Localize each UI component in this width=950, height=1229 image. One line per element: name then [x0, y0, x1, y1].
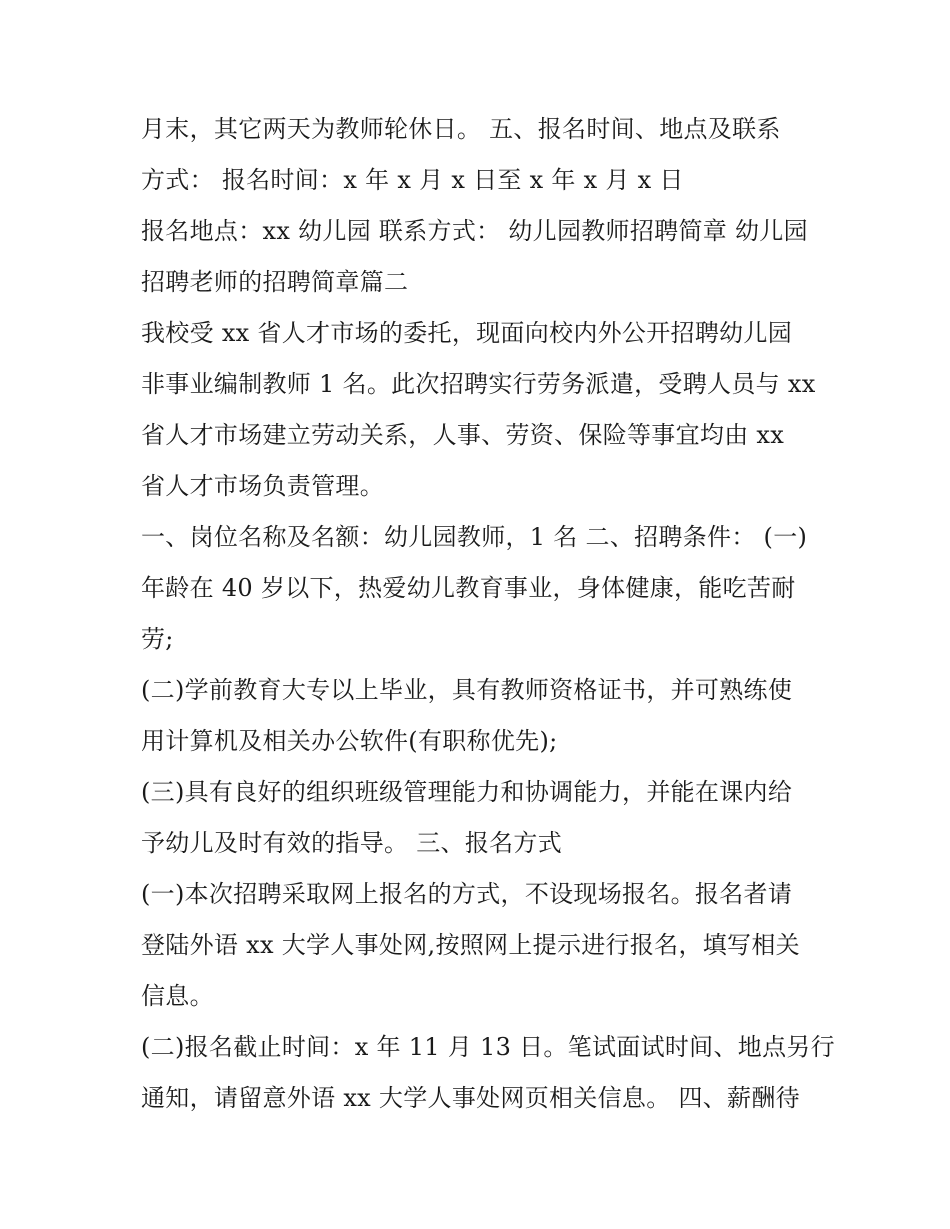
- text-line: 通知，请留意外语 xx 大学人事处网页相关信息。 四、薪酬待: [141, 1084, 800, 1112]
- document-body: [141, 104, 835, 1124]
- text-line: 登陆外语 xx 大学人事处网,按照网上提示进行报名，填写相关: [141, 931, 800, 959]
- text-line: 省人才市场建立劳动关系，人事、劳资、保险等事宜均由 xx: [141, 421, 785, 449]
- text-line: 年龄在 40 岁以下，热爱幼儿教育事业，身体健康，能吃苦耐: [141, 574, 796, 602]
- text-line: 省人才市场负责管理。: [141, 472, 384, 500]
- text-line: (三)具有良好的组织班级管理能力和协调能力，并能在课内给: [141, 778, 793, 806]
- text-line: 报名地点：xx 幼儿园 联系方式： 幼儿园教师招聘简章 幼儿园: [141, 217, 808, 245]
- text-line: 信息。: [141, 982, 214, 1010]
- text-line: 月末，其它两天为教师轮休日。 五、报名时间、地点及联系: [141, 115, 781, 143]
- text-line: 予幼儿及时有效的指导。 三、报名方式: [141, 829, 563, 857]
- text-line: 招聘老师的招聘简章篇二: [141, 268, 409, 296]
- text-line: (一)本次招聘采取网上报名的方式，不设现场报名。报名者请: [141, 880, 793, 908]
- text-line: (二)学前教育大专以上毕业，具有教师资格证书，并可熟练使: [141, 676, 793, 704]
- text-line: 一、岗位名称及名额：幼儿园教师，1 名 二、招聘条件： (一): [141, 523, 808, 551]
- text-line: 劳;: [141, 625, 174, 653]
- text-line: 方式： 报名时间：x 年 x 月 x 日至 x 年 x 月 x 日: [141, 166, 684, 194]
- text-line: 我校受 xx 省人才市场的委托，现面向校内外公开招聘幼儿园: [141, 319, 793, 347]
- text-line: 用计算机及相关办公软件(有职称优先);: [141, 727, 558, 755]
- text-line: 非事业编制教师 1 名。此次招聘实行劳务派遣，受聘人员与 xx: [141, 370, 816, 398]
- text-line: (二)报名截止时间：x 年 11 月 13 日。笔试面试时间、地点另行: [141, 1033, 835, 1061]
